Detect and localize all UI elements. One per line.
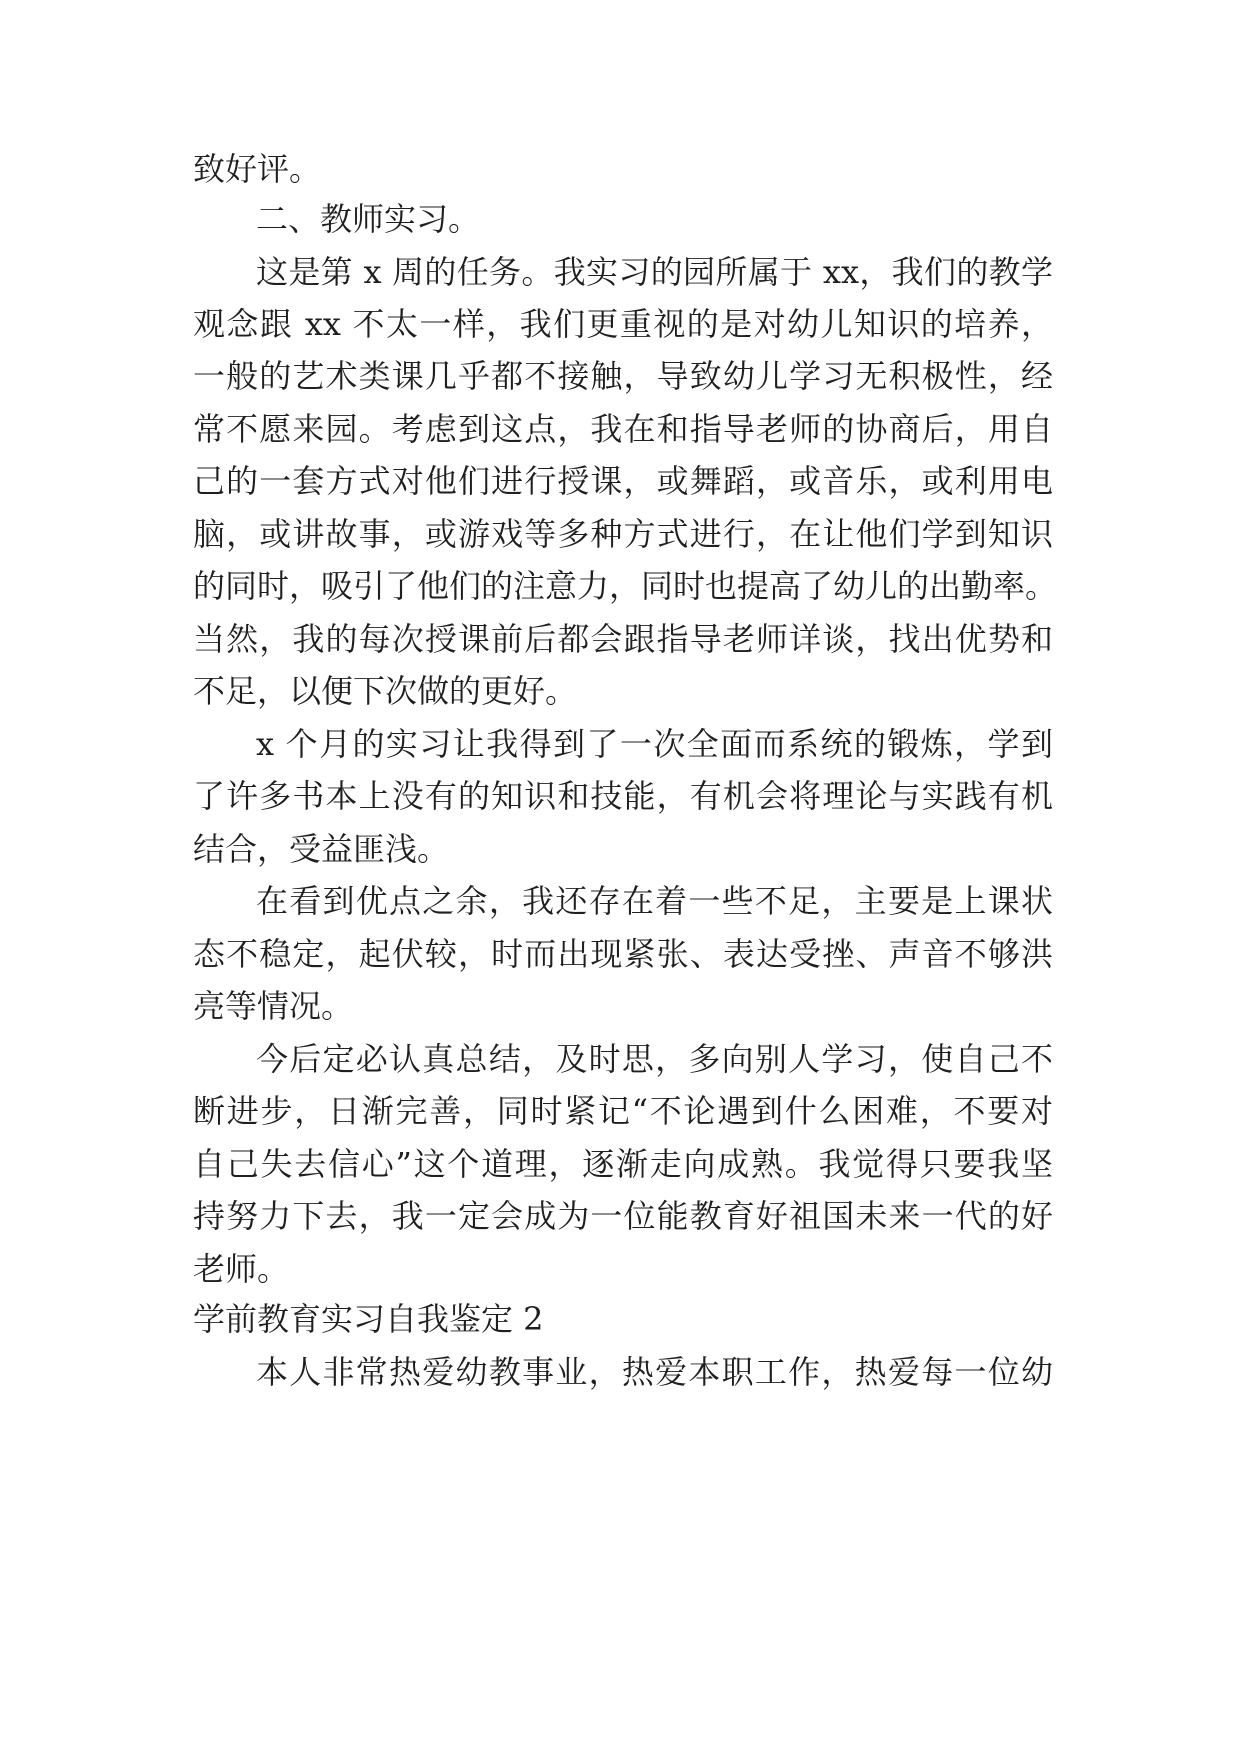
text-line: 常不愿来园。考虑到这点，我在和指导老师的协商后，用自 xyxy=(193,410,1053,448)
text-line: 了许多书本上没有的知识和技能，有机会将理论与实践有机 xyxy=(193,777,1053,815)
text-line: 在看到优点之余，我还存在着一些不足，主要是上课状 xyxy=(256,882,1053,920)
text-line: x 个月的实习让我得到了一次全面而系统的锻炼，学到 xyxy=(256,725,1053,763)
section-heading: 二、教师实习。 xyxy=(256,200,481,238)
text-line: 态不稳定，起伏较，时而出现紧张、表达受挫、声音不够洪 xyxy=(193,935,1053,973)
text-line: 己的一套方式对他们进行授课，或舞蹈，或音乐，或利用电 xyxy=(193,462,1053,500)
text-line: 脑，或讲故事，或游戏等多种方式进行，在让他们学到知识 xyxy=(193,515,1053,553)
text-line: 的同时，吸引了他们的注意力，同时也提高了幼儿的出勤率。 xyxy=(193,567,1058,605)
text-line: 不足，以便下次做的更好。 xyxy=(193,672,578,710)
text-line: 断进步，日渐完善，同时紧记“不论遇到什么困难，不要对 xyxy=(193,1092,1053,1130)
text-line: 老师。 xyxy=(193,1250,290,1288)
section-title: 学前教育实习自我鉴定 2 xyxy=(193,1300,544,1338)
text-line: 持努力下去，我一定会成为一位能教育好祖国未来一代的好 xyxy=(193,1197,1053,1235)
text-line: 这是第 x 周的任务。我实习的园所属于 xx，我们的教学 xyxy=(256,253,1053,291)
text-line: 观念跟 xx 不太一样，我们更重视的是对幼儿知识的培养， xyxy=(193,305,1053,343)
text-line: 自己失去信心”这个道理，逐渐走向成熟。我觉得只要我坚 xyxy=(193,1145,1053,1183)
text-line: 亮等情况。 xyxy=(193,987,354,1025)
text-line: 当然，我的每次授课前后都会跟指导老师详谈，找出优势和 xyxy=(193,620,1053,658)
text-line: 今后定必认真总结，及时思，多向别人学习，使自己不 xyxy=(256,1040,1053,1078)
text-line: 致好评。 xyxy=(193,150,322,188)
text-line: 结合，受益匪浅。 xyxy=(193,830,450,868)
text-line: 本人非常热爱幼教事业，热爱本职工作，热爱每一位幼 xyxy=(256,1353,1053,1391)
text-line: 一般的艺术类课几乎都不接触，导致幼儿学习无积极性，经 xyxy=(193,357,1053,395)
